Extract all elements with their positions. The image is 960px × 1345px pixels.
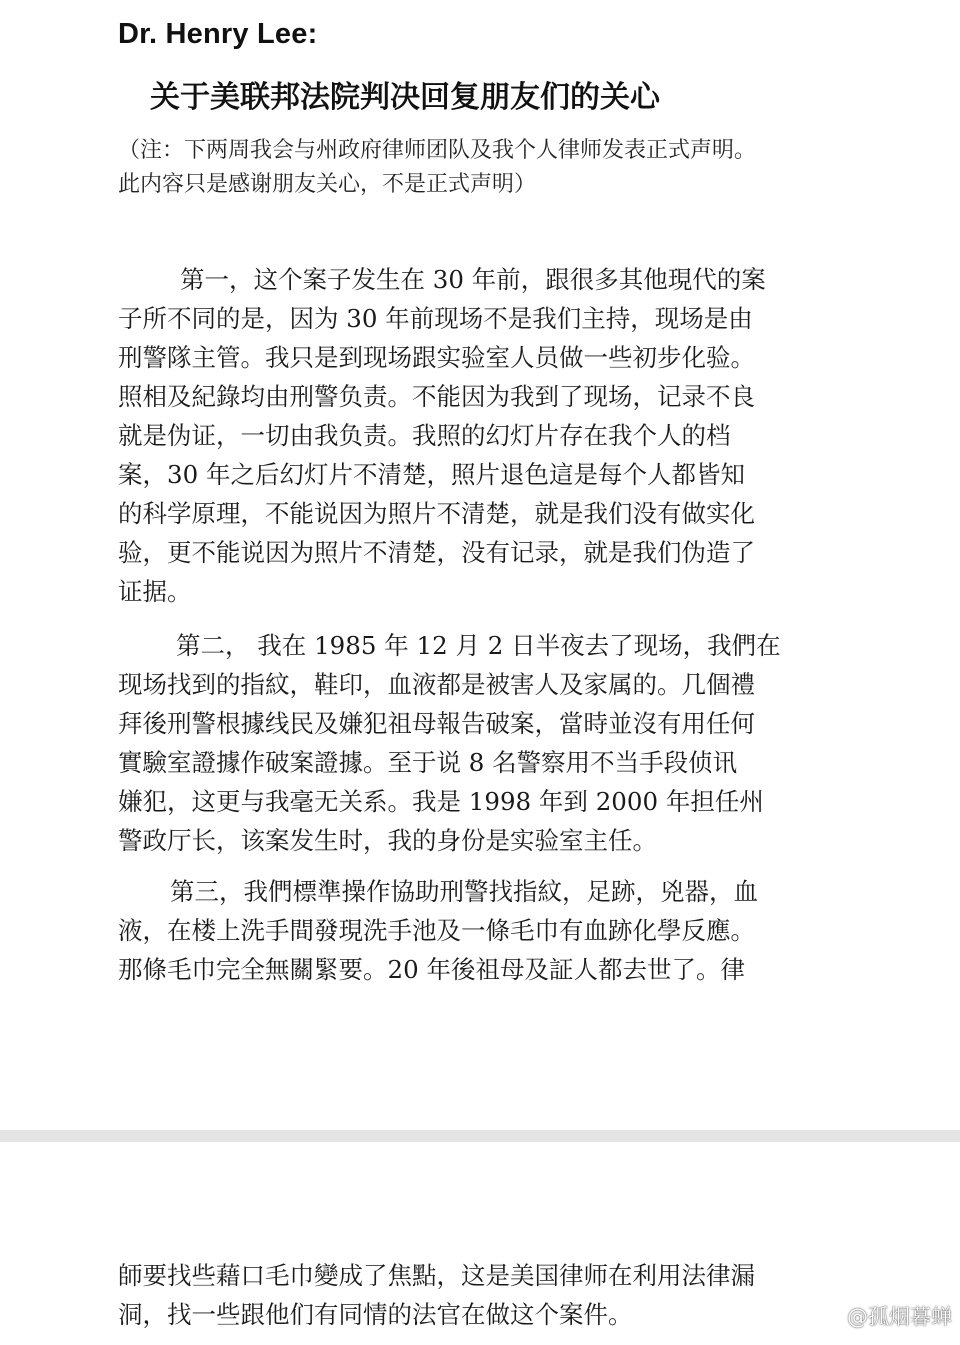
note-line: 此内容只是感谢朋友关心，不是正式声明） <box>118 172 537 197</box>
paragraph-second <box>118 626 781 860</box>
page-separator <box>0 1130 960 1142</box>
paragraph-line: 案，30 年之后幻灯片不清楚，照片退色這是每个人都皆知 <box>118 460 745 489</box>
paragraph-line: 子所不同的是，因为 30 年前现场不是我们主持，现场是由 <box>118 304 753 333</box>
note-block <box>118 134 858 202</box>
paragraph-line: 第一，这个案子发生在 30 年前，跟很多其他現代的案 <box>180 265 766 294</box>
paragraph-line: 液，在楼上洗手間發現洗手池及一條毛巾有血跡化學反應。 <box>118 916 755 945</box>
weibo-logo-icon <box>815 1304 843 1328</box>
watermark <box>815 1301 952 1331</box>
note-line: （注：下两周我会与州政府律师团队及我个人律师发表正式声明。 <box>118 138 757 163</box>
paragraph-line: 验，更不能说因为照片不清楚，没有记录，就是我们伪造了 <box>118 538 755 567</box>
watermark-text: @孤烟暮蝉 <box>847 1305 952 1329</box>
paragraph-first <box>118 260 766 611</box>
paragraph-line: 现场找到的指紋，鞋印，血液都是被害人及家属的。几個禮 <box>118 670 755 699</box>
paragraph-line: 照相及紀錄均由刑警负责。不能因为我到了现场，记录不良 <box>118 382 755 411</box>
paragraph-line: 師要找些藉口毛巾變成了焦點，这是美国律师在利用法律漏 <box>118 1261 755 1290</box>
paragraph-line: 的科学原理，不能说因为照片不清楚，就是我们没有做实化 <box>118 499 755 528</box>
document-title: 关于美联邦法院判决回复朋友们的关心 <box>150 80 660 115</box>
author-heading: Dr. Henry Lee: <box>118 18 318 50</box>
paragraph-line: 實驗室證據作破案證據。至于说 8 名警察用不当手段侦讯 <box>118 748 738 777</box>
paragraph-line: 洞，找一些跟他们有同情的法官在做这个案件。 <box>118 1300 633 1329</box>
paragraph-line: 刑警隊主管。我只是到现场跟实验室人员做一些初步化验。 <box>118 343 755 372</box>
paragraph-line: 嫌犯，这更与我毫无关系。我是 1998 年到 2000 年担任州 <box>118 787 764 816</box>
paragraph-line: 拜後刑警根據线民及嫌犯祖母報告破案，當時並沒有用任何 <box>118 709 755 738</box>
paragraph-third-continued <box>118 1256 755 1334</box>
paragraph-line: 那條毛巾完全無關緊要。20 年後祖母及証人都去世了。律 <box>118 955 745 984</box>
paragraph-line: 警政厅长，该案发生时，我的身份是实验室主任。 <box>118 826 657 855</box>
paragraph-line: 第三，我們標準操作協助刑警找指紋，足跡，兇器，血 <box>170 877 758 906</box>
paragraph-line: 证据。 <box>118 577 192 606</box>
paragraph-line: 就是伪证，一切由我负责。我照的幻灯片存在我个人的档 <box>118 421 731 450</box>
paragraph-third <box>118 872 758 989</box>
paragraph-line: 第二， 我在 1985 年 12 月 2 日半夜去了现场，我們在 <box>176 631 781 660</box>
